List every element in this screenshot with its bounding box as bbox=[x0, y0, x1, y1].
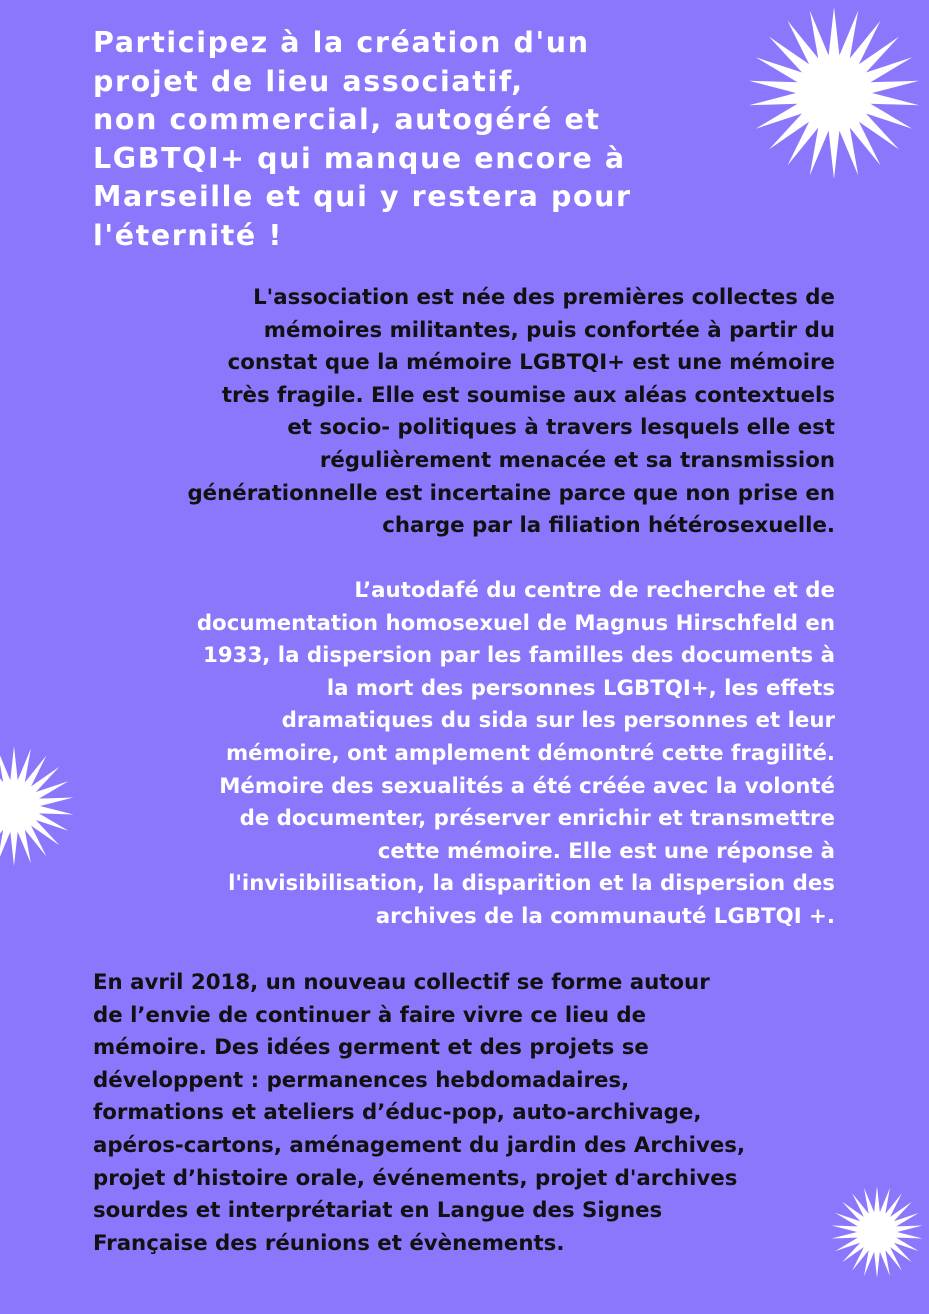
starburst-icon bbox=[0, 744, 76, 868]
starburst-top-svg bbox=[746, 5, 922, 181]
starburst-shape bbox=[831, 1186, 922, 1278]
starburst-shape bbox=[749, 7, 919, 179]
paragraph-association-history: L'association est née des premières collectes de mémoires militantes, puis confortée à partir du constat que la mémoire LGBTQI+ est une mémoire très fragile. Elle est soumise aux aléas contextuels et socio- politiques à travers lesquels elle est régulièrement menacée et sa transmission générationnelle est incertaine parce que non prise en charge par la filiation hétérosexuelle. bbox=[187, 285, 835, 539]
paragraph-new-collective: En avril 2018, un nouveau collectif se forme autour de l’envie de continuer à faire vivre ce lieu de mémoire. Des idées germent et des projets se développent : permanences hebdomadaires, formations et ateliers d’éduc-pop, auto-archivage, apéros-cartons, aménagement du jardin des Archives, projet d’histoire orale, événements, projet d'archives sourdes et interprétariat en Langue des Signes Française des réunions et évènements. bbox=[93, 970, 746, 1256]
starburst-icon bbox=[829, 1184, 925, 1280]
starburst-icon bbox=[746, 5, 922, 181]
paragraph-memory-fragility: L’autodafé du centre de recherche et de documentation homosexuel de Magnus Hirschfeld en 1933, la dispersion par les familles des documents à la mort des personnes LGBTQI+, les effets dramatiques du sida sur les personnes et leur mémoire, ont amplement démontré cette fragilité. Mémoire des sexualités a été créée avec la volonté de documenter, préserver enrichir et transmettre cette mémoire. Elle est une réponse à l'invisibilisation, la disparition et la dispersion des archives de la communauté LGBTQI +. bbox=[196, 578, 835, 929]
starburst-shape bbox=[0, 746, 73, 866]
starburst-left-svg bbox=[0, 744, 76, 868]
starburst-bottom-svg bbox=[829, 1184, 925, 1280]
headline: Participez à la création d'un projet de lieu associatif, non commercial, autogéré et LGBTQI+ qui manque encore à Marseille et qui y restera pour l'éternité ! bbox=[93, 26, 632, 252]
